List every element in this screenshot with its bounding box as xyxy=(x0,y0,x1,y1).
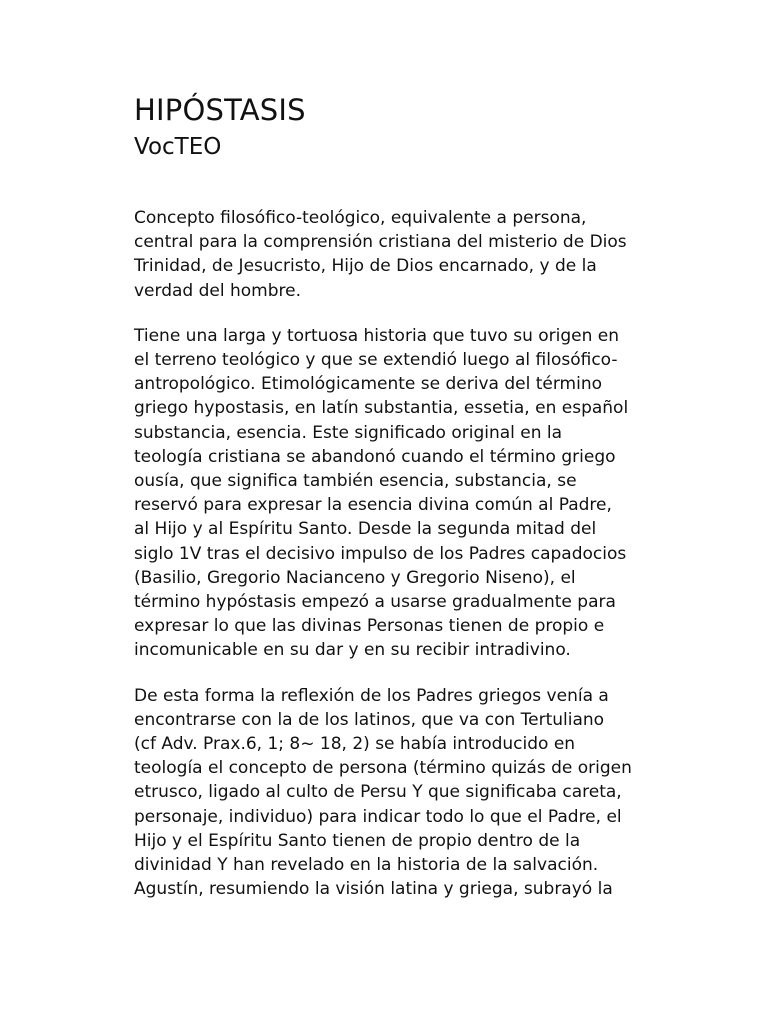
document-title: HIPÓSTASIS xyxy=(134,93,306,127)
paragraph-1: Concepto filosófico-teológico, equivalente a persona, central para la comprensión cristiana del misterio de Dios Trinidad, de Jesucristo, Hijo de Dios encarnado, y de la verdad del hombre. xyxy=(134,208,627,301)
paragraph-2: Tiene una larga y tortuosa historia que tuvo su origen en el terreno teológico y que se extendió luego al filosófico- antropológico. Etimológicamente se deriva del término griego hypostasis, en latín substantia, essetia, en español substancia, esencia. Este significado original en la teología cristiana se abandonó cuando el término griego ousía, que significa también esencia, substancia, se reservó para expresar la esencia divina común al Padre, al Hijo y al Espíritu Santo. Desde la segunda mitad del siglo 1V tras el decisivo impulso de los Padres capadocios (Basilio, Gregorio Nacianceno y Gregorio Niseno), el término hypóstasis empezó a usarse gradualmente para expresar lo que las divinas Personas tienen de propio e incomunicable en su dar y en su recibir intradivino. xyxy=(134,325,629,661)
document-page xyxy=(134,90,639,922)
paragraph-3: De esta forma la reflexión de los Padres griegos venía a encontrarse con la de los latinos, que va con Tertuliano (cf Adv. Prax.6, 1; 8~ 18, 2) se había introducido en teología el concepto de persona (término quizás de origen etrusco, ligado al culto de Persu Y que significaba careta, personaje, individuo) para indicar todo lo que el Padre, el Hijo y el Espíritu Santo tienen de propio dentro de la divinidad Y han revelado en la historia de la salvación. Agustín, resumiendo la visión latina y griega, subrayó la xyxy=(134,685,632,900)
document-subtitle: VocTEO xyxy=(134,134,222,160)
